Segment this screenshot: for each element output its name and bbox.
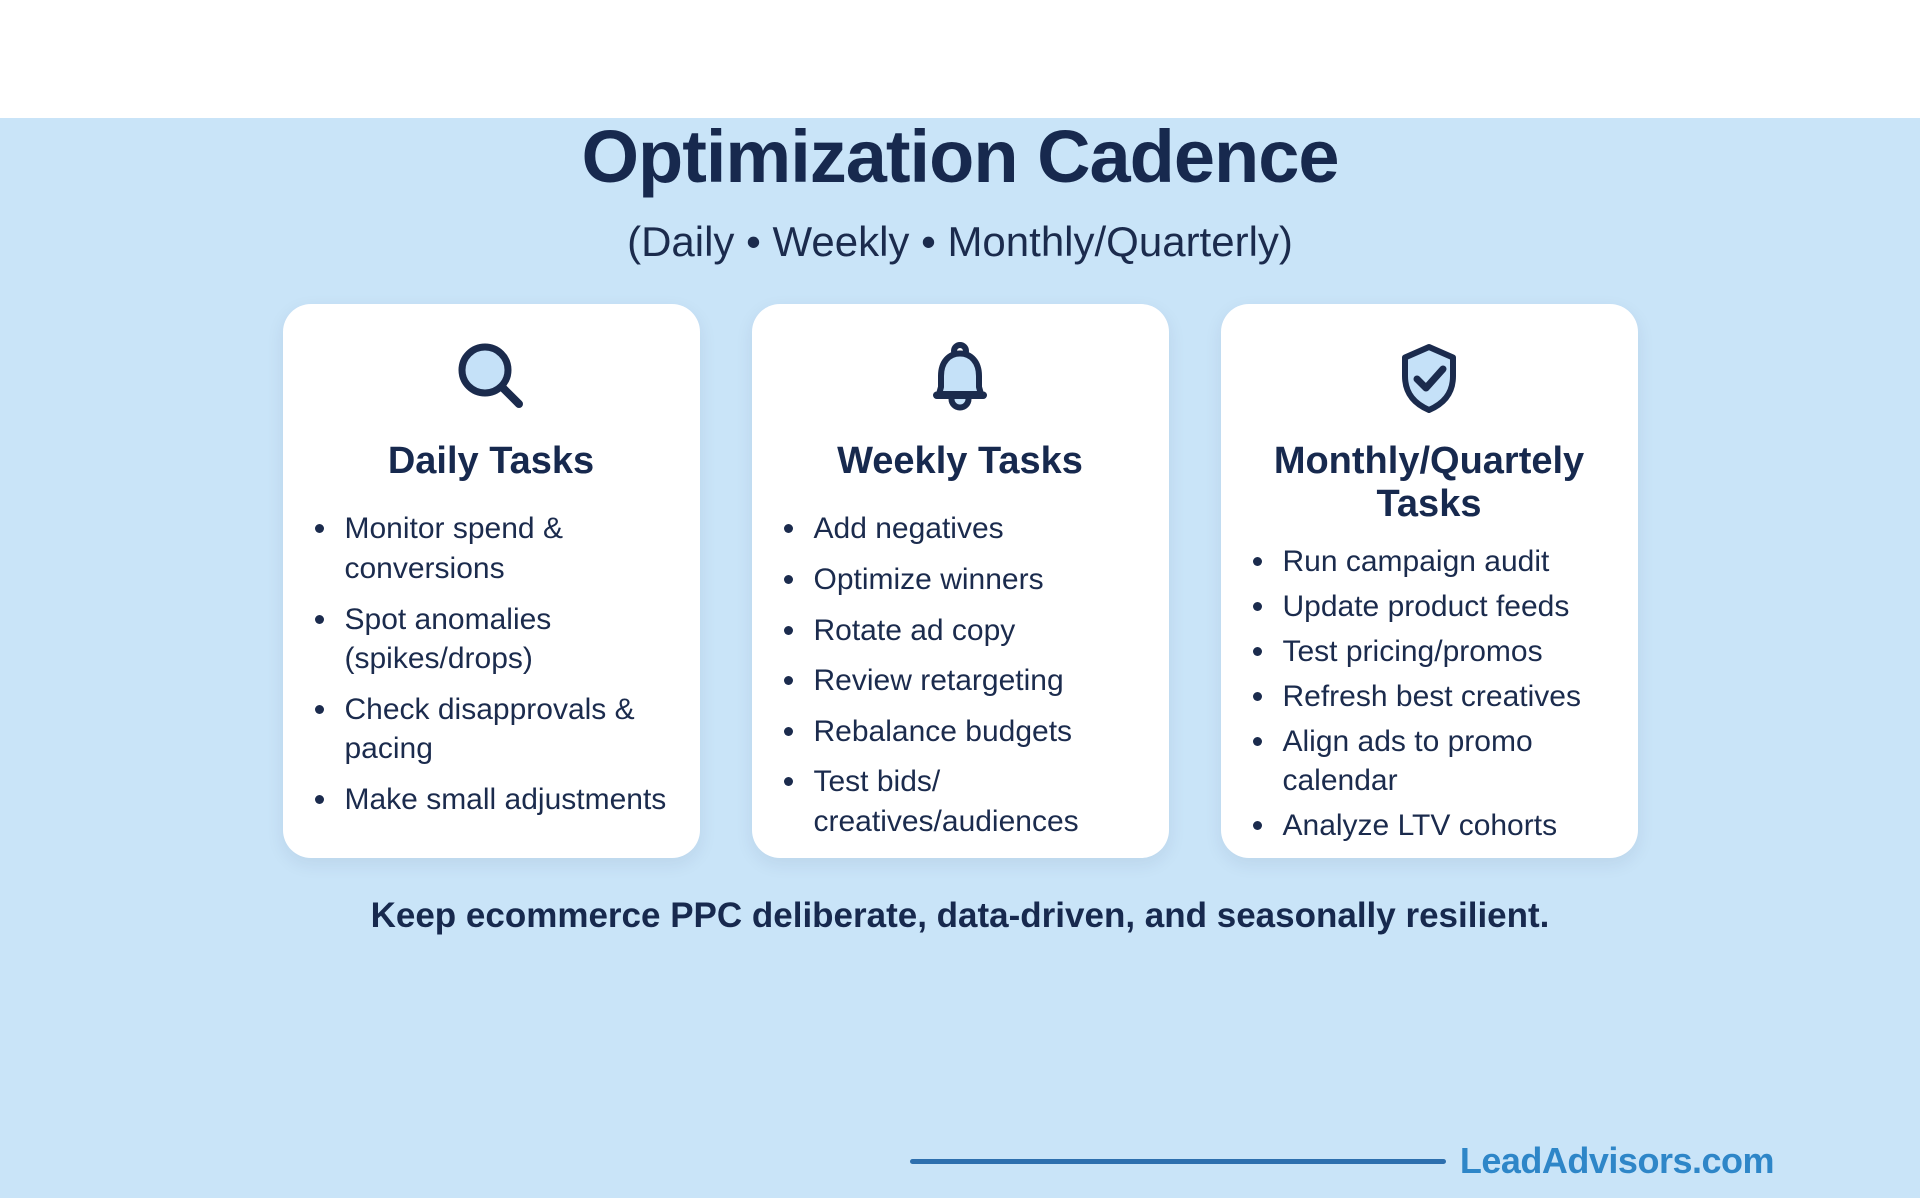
card-title: Weekly Tasks (837, 439, 1083, 482)
task-item: Test pricing/promos (1249, 633, 1610, 671)
task-item: Update product feeds (1249, 588, 1610, 626)
task-item: Test bids/ creatives/audiences (780, 762, 1141, 841)
task-item: Refresh best creatives (1249, 678, 1610, 716)
task-item: Monitor spend & conversions (311, 509, 672, 588)
task-item: Spot anomalies (spikes/drops) (311, 600, 672, 679)
card-monthly-quarterly-tasks (1221, 304, 1638, 858)
task-item: Optimize winners (780, 560, 1141, 600)
magnifier-icon (451, 338, 531, 418)
task-list (780, 509, 1141, 852)
header (0, 115, 1920, 266)
task-item: Rebalance budgets (780, 712, 1141, 752)
task-item: Rotate ad copy (780, 611, 1141, 651)
cards-row (0, 304, 1920, 858)
task-item: Add negatives (780, 509, 1141, 549)
shield-check-icon (1389, 338, 1469, 418)
page-subtitle: (Daily • Weekly • Monthly/Quarterly) (627, 217, 1293, 265)
task-item: Review retargeting (780, 661, 1141, 701)
brand-row (910, 1140, 1774, 1182)
task-item: Align ads to promo calendar (1249, 723, 1610, 799)
task-item: Make small adjustments (311, 780, 672, 820)
infographic-canvas (0, 115, 1920, 1198)
footer-note: Keep ecommerce PPC deliberate, data-driven, and seasonally resilient. (370, 895, 1550, 935)
brand-divider-line (910, 1159, 1446, 1164)
card-daily-tasks (283, 304, 700, 858)
card-weekly-tasks (752, 304, 1169, 858)
bell-icon (920, 338, 1000, 418)
task-item: Analyze LTV cohorts (1249, 807, 1610, 845)
task-item: Check disapprovals & pacing (311, 690, 672, 769)
card-title: Monthly/Quartely Tasks (1273, 439, 1585, 526)
task-item: Run campaign audit (1249, 543, 1610, 581)
brand-name: LeadAdvisors.com (1459, 1140, 1774, 1181)
page-title: Optimization Cadence (581, 115, 1339, 198)
task-list (311, 509, 672, 830)
card-title: Daily Tasks (387, 439, 595, 482)
task-list (1249, 543, 1610, 852)
